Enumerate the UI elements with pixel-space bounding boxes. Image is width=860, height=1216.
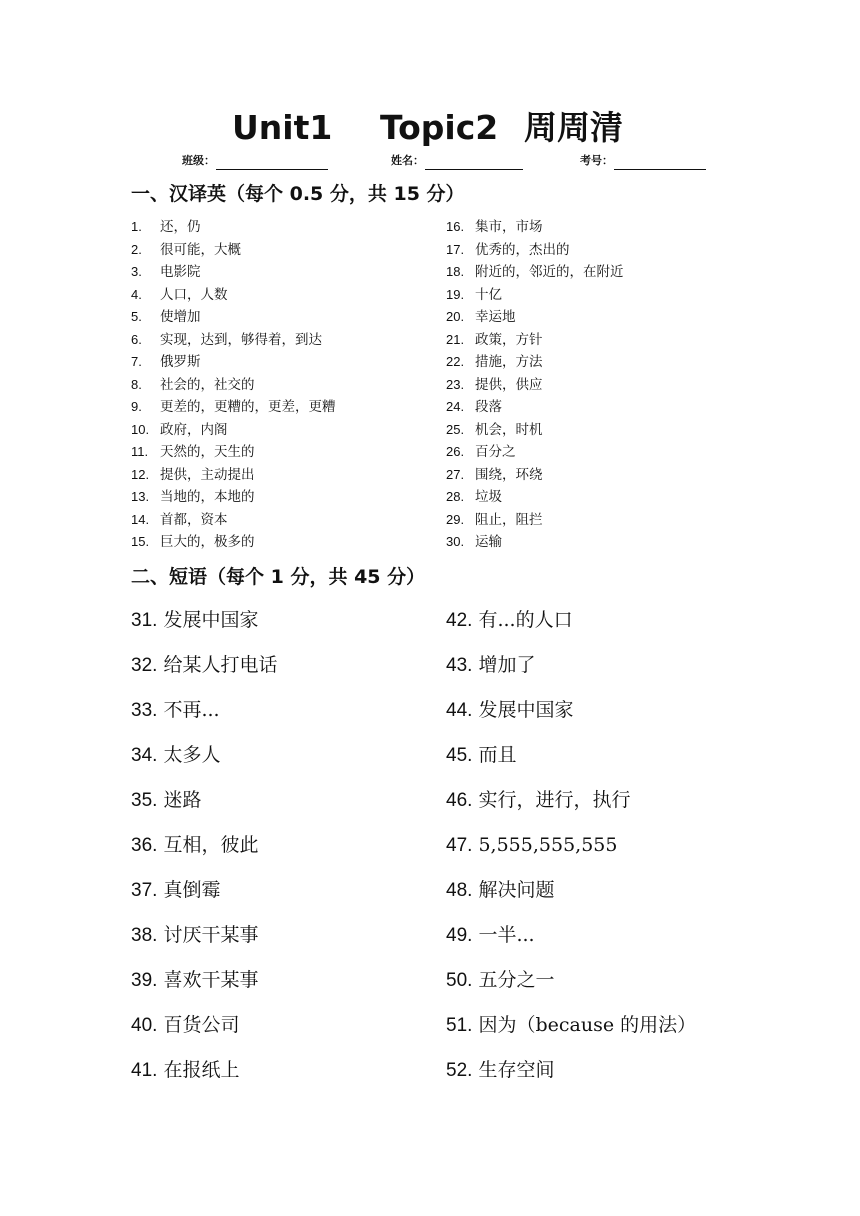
item-number: 39.	[131, 970, 158, 991]
item-text: 机会，时机	[475, 421, 543, 438]
item-text: 幸运地	[475, 309, 516, 325]
item-number: 31.	[131, 610, 158, 631]
class-field	[182, 152, 328, 170]
item-number: 44.	[446, 700, 473, 721]
item-number: 30.	[446, 534, 465, 549]
list-item	[131, 374, 336, 397]
item-number: 21.	[446, 331, 465, 347]
item-text: 首都，资本	[160, 511, 228, 528]
item-text: 迷路	[163, 789, 202, 811]
item-text: 5,555,555,555	[478, 834, 618, 856]
item-text: 不再...	[163, 699, 220, 721]
item-text: 因为（because 的用法）	[478, 1014, 697, 1036]
item-text: 在报纸上	[163, 1059, 240, 1081]
item-number: 42.	[446, 610, 473, 631]
item-number: 16.	[446, 219, 465, 234]
item-text: 社会的，社交的	[160, 376, 255, 393]
section2-list-left	[131, 604, 277, 1099]
item-text: 提供，供应	[475, 376, 543, 393]
title-quiz: 周周清	[524, 108, 623, 147]
list-item	[446, 374, 624, 397]
item-number: 17.	[446, 241, 465, 257]
list-item	[446, 1054, 696, 1099]
item-number: 38.	[131, 925, 158, 946]
item-text: 实行，进行，执行	[478, 789, 631, 811]
item-text: 生存空间	[478, 1059, 555, 1081]
list-item	[446, 531, 624, 554]
list-item	[131, 649, 277, 694]
item-number: 23.	[446, 376, 465, 392]
list-item	[131, 784, 277, 829]
item-number: 8.	[131, 376, 142, 392]
title-topic: Topic2	[380, 108, 499, 147]
list-item	[446, 261, 624, 284]
item-number: 27.	[446, 466, 465, 482]
list-item	[446, 216, 624, 239]
name-field	[391, 152, 523, 170]
item-text: 使增加	[160, 309, 201, 325]
section1-list-right	[446, 216, 624, 554]
list-item	[446, 964, 696, 1009]
item-text: 很可能，大概	[160, 241, 241, 258]
class-blank[interactable]	[216, 156, 328, 170]
list-item	[446, 919, 696, 964]
item-text: 百分之	[475, 444, 516, 460]
item-number: 46.	[446, 790, 473, 811]
list-item	[446, 351, 624, 374]
item-text: 喜欢干某事	[163, 969, 259, 991]
list-item	[446, 284, 624, 307]
list-item	[131, 441, 336, 464]
list-item	[446, 486, 624, 509]
list-item	[131, 531, 336, 554]
item-number: 50.	[446, 970, 473, 991]
list-item	[131, 964, 277, 1009]
item-text: 政策，方针	[475, 331, 543, 348]
list-item	[131, 694, 277, 739]
list-item	[446, 239, 624, 262]
list-item	[131, 739, 277, 784]
list-item	[131, 396, 336, 419]
list-item	[446, 509, 624, 532]
item-text: 实现，达到，够得着，到达	[160, 331, 322, 348]
item-number: 11.	[131, 444, 149, 459]
list-item	[446, 419, 624, 442]
item-text: 有...的人口	[478, 609, 573, 631]
item-number: 36.	[131, 835, 158, 856]
item-text: 段落	[475, 399, 502, 415]
list-item	[131, 1054, 277, 1099]
item-text: 附近的，邻近的，在附近	[475, 264, 624, 280]
item-text: 围绕，环绕	[475, 466, 543, 483]
item-number: 9.	[131, 399, 142, 414]
item-text: 政府，内阁	[160, 421, 228, 438]
list-item	[446, 604, 696, 649]
item-number: 12.	[131, 466, 150, 482]
item-number: 43.	[446, 655, 473, 676]
item-number: 3.	[131, 264, 142, 279]
item-number: 2.	[131, 241, 142, 257]
item-text: 提供，主动提出	[160, 466, 255, 483]
list-item	[446, 396, 624, 419]
item-text: 当地的，本地的	[160, 489, 255, 505]
section1-list-left	[131, 216, 336, 554]
item-number: 20.	[446, 309, 465, 324]
item-number: 6.	[131, 331, 142, 347]
item-number: 35.	[131, 790, 158, 811]
list-item	[446, 739, 696, 784]
item-text: 更差的，更糟的，更差，更糟	[160, 399, 336, 415]
list-item	[131, 604, 277, 649]
item-number: 14.	[131, 511, 150, 527]
list-item	[131, 509, 336, 532]
item-text: 集市，市场	[475, 219, 543, 235]
item-text: 百货公司	[163, 1014, 240, 1036]
list-item	[131, 216, 336, 239]
list-item	[446, 649, 696, 694]
list-item	[131, 874, 277, 919]
item-number: 26.	[446, 444, 465, 459]
item-number: 7.	[131, 354, 142, 369]
number-label: 考号：	[580, 154, 613, 167]
item-text: 措施，方法	[475, 354, 543, 370]
item-text: 太多人	[163, 744, 221, 766]
item-text: 给某人打电话	[163, 654, 278, 676]
list-item	[446, 784, 696, 829]
list-item	[131, 1009, 277, 1054]
item-number: 22.	[446, 354, 465, 369]
number-field	[580, 152, 706, 170]
list-item	[131, 464, 336, 487]
list-item	[446, 306, 624, 329]
section1-heading: 一、汉译英（每个 0.5 分，共 15 分）	[131, 183, 465, 205]
item-number: 52.	[446, 1060, 473, 1081]
list-item	[131, 919, 277, 964]
list-item	[131, 261, 336, 284]
list-item	[446, 874, 696, 919]
item-text: 巨大的，极多的	[160, 534, 255, 550]
item-text: 发展中国家	[478, 699, 574, 721]
item-number: 51.	[446, 1015, 473, 1036]
item-text: 五分之一	[478, 969, 555, 991]
item-number: 41.	[131, 1060, 158, 1081]
item-text: 增加了	[478, 654, 536, 676]
item-text: 十亿	[475, 286, 502, 303]
item-number: 13.	[131, 489, 150, 504]
item-text: 阻止，阻拦	[475, 511, 543, 528]
list-item	[131, 329, 336, 352]
item-number: 49.	[446, 925, 473, 946]
item-number: 32.	[131, 655, 158, 676]
list-item	[131, 306, 336, 329]
item-number: 19.	[446, 286, 465, 302]
list-item	[131, 284, 336, 307]
item-text: 电影院	[160, 264, 201, 280]
list-item	[131, 419, 336, 442]
item-number: 18.	[446, 264, 465, 279]
number-blank[interactable]	[614, 156, 706, 170]
item-number: 37.	[131, 880, 158, 901]
list-item	[131, 829, 277, 874]
item-text: 互相，彼此	[163, 834, 259, 856]
item-text: 而且	[478, 744, 517, 766]
item-text: 天然的，天生的	[160, 444, 255, 460]
item-text: 还，仍	[160, 219, 201, 235]
item-text: 解决问题	[478, 879, 555, 901]
list-item	[446, 1009, 696, 1054]
page-title	[0, 104, 860, 152]
list-item	[446, 694, 696, 739]
item-text: 发展中国家	[163, 609, 259, 631]
item-number: 33.	[131, 700, 158, 721]
section2-heading: 二、短语（每个 1 分，共 45 分）	[131, 566, 426, 588]
item-text: 人口，人数	[160, 286, 228, 303]
item-text: 真倒霉	[163, 879, 221, 901]
item-number: 29.	[446, 511, 465, 527]
item-number: 24.	[446, 399, 465, 414]
item-number: 48.	[446, 880, 473, 901]
item-text: 运输	[475, 534, 502, 550]
item-number: 1.	[131, 219, 142, 234]
item-number: 47.	[446, 835, 473, 856]
list-item	[446, 829, 696, 874]
item-text: 俄罗斯	[160, 354, 201, 370]
item-number: 40.	[131, 1015, 158, 1036]
class-label: 班级：	[182, 154, 215, 167]
item-text: 讨厌干某事	[163, 924, 259, 946]
item-number: 4.	[131, 286, 142, 302]
name-label: 姓名：	[391, 154, 424, 167]
name-blank[interactable]	[425, 156, 523, 170]
list-item	[446, 329, 624, 352]
item-number: 15.	[131, 534, 150, 549]
item-number: 5.	[131, 309, 142, 324]
student-info	[0, 150, 860, 172]
item-text: 一半...	[478, 924, 535, 946]
item-text: 优秀的，杰出的	[475, 241, 570, 258]
item-number: 10.	[131, 421, 150, 437]
list-item	[131, 351, 336, 374]
list-item	[446, 441, 624, 464]
list-item	[131, 239, 336, 262]
list-item	[131, 486, 336, 509]
title-unit: Unit1	[232, 108, 333, 147]
item-number: 34.	[131, 745, 158, 766]
item-text: 垃圾	[475, 489, 502, 505]
item-number: 45.	[446, 745, 473, 766]
item-number: 28.	[446, 489, 465, 504]
list-item	[446, 464, 624, 487]
item-number: 25.	[446, 421, 465, 437]
section2-list-right	[446, 604, 696, 1099]
